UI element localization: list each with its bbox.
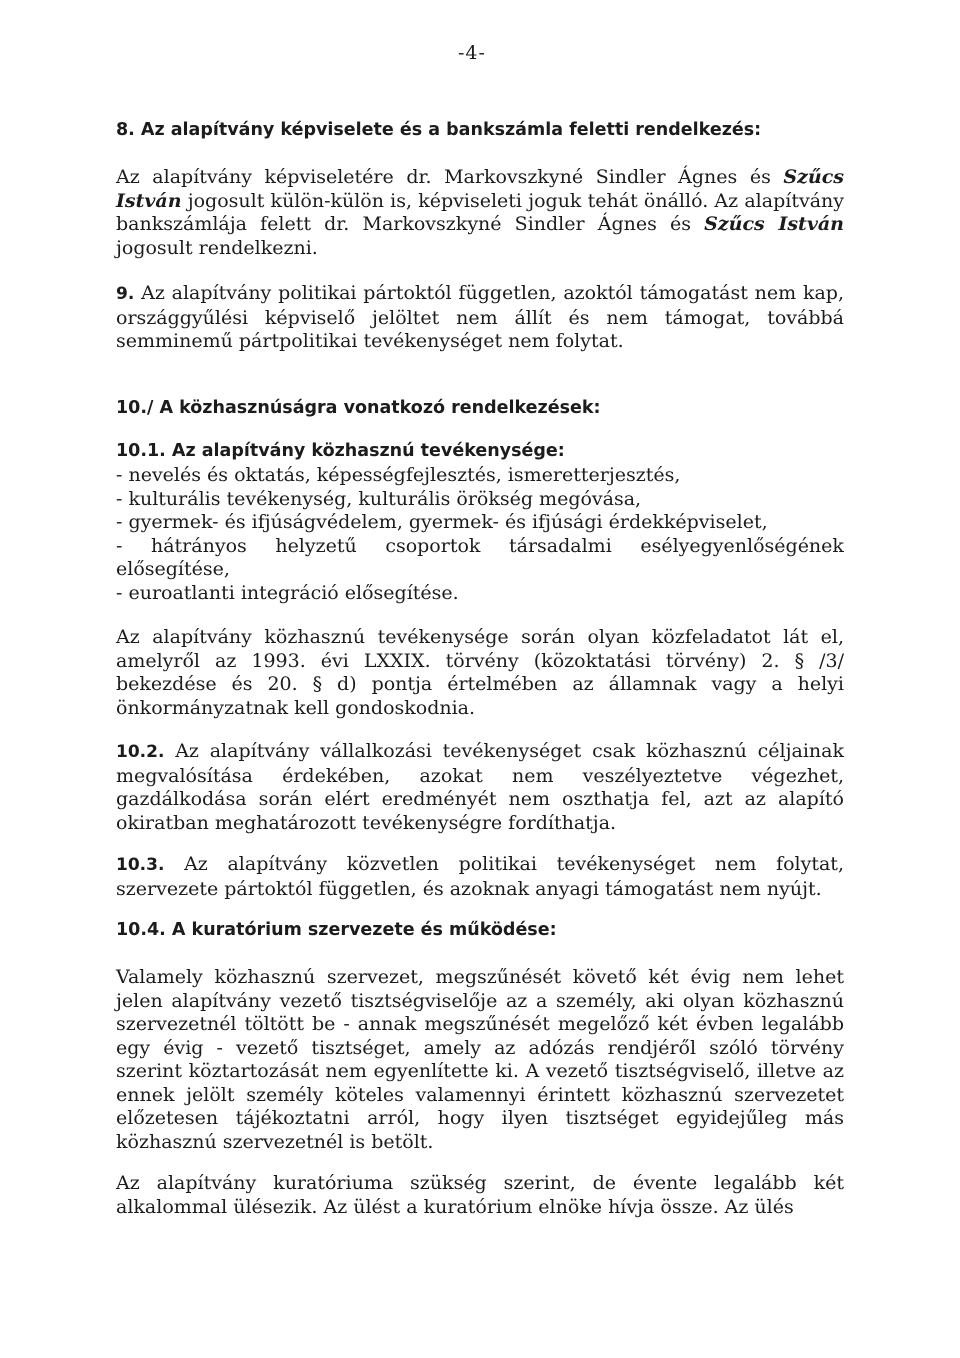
section-10-2-text: Az alapítvány vállalkozási tevékenységet csak közhasznú céljainak megvalósítása érdekében, azokat nem veszélyeztetve végezhet, gazdálkodása során elért eredményét nem oszthatja fel, azt az alapító okiratban meghatározott tevékenységre fordíthatja.	[116, 740, 844, 834]
section-10-1-body	[116, 626, 844, 720]
section-8-text-c: jogosult rendelkezni.	[116, 236, 318, 259]
section-10-1-list	[116, 464, 844, 605]
list-item-continuation: elősegítése,	[116, 558, 230, 580]
section-10-3-paragraph	[116, 853, 844, 901]
list-item: - nevelés és oktatás, képességfejlesztés, ismeretterjesztés,	[116, 464, 681, 486]
section-10-3-number: 10.3.	[116, 855, 165, 875]
section-10-2	[116, 740, 844, 835]
section-9	[116, 282, 844, 354]
section-8-name-1: Szűcs István	[116, 166, 844, 212]
section-10-4-paragraph-2: Az alapítvány kuratóriuma szükség szerint, de évente legalább két alkalommal ülésezik. Az ülést a kuratórium elnöke hívja össze. Az ülés	[116, 1172, 844, 1218]
list-item: - gyermek- és ifjúságvédelem, gyermek- és ifjúsági érdekképviselet,	[116, 511, 768, 533]
section-9-text: Az alapítvány politikai pártoktól független, azoktól támogatást nem kap, országgyűlési képviselő jelöltet nem állít és nem támogat, továbbá semminemű pártpolitikai tevékenységet nem folytat.	[116, 282, 844, 352]
list-word: társadalmi	[508, 534, 612, 557]
section-10-4-heading: 10.4. A kuratórium szervezete és működése:	[116, 920, 557, 940]
section-10-heading: 10./ A közhasznúságra vonatkozó rendelkezések:	[116, 398, 601, 418]
section-9-paragraph	[116, 282, 844, 354]
section-10	[116, 398, 844, 418]
section-8-paragraph	[116, 166, 844, 260]
section-8	[116, 120, 844, 140]
section-8-body	[116, 166, 844, 260]
section-9-number: 9.	[116, 284, 135, 304]
section-10-4-body-2	[116, 1172, 844, 1219]
section-10-3-text: Az alapítvány közvetlen politikai tevékenységet nem folytat, szervezete pártoktól független, és azoknak anyagi támogatást nem nyújt.	[116, 853, 844, 900]
list-item: - kulturális tevékenység, kulturális örökség megóvása,	[116, 487, 642, 510]
section-10-4-body-1	[116, 966, 844, 1154]
section-10-1-paragraph: Az alapítvány közhasznú tevékenysége során olyan közfeladatot lát el, amelyről az 1993. évi LXXIX. törvény (közoktatási törvény) 2. § /3/ bekezdése és 20. § d) pontja értelmében az államnak vagy a helyi önkormányzatnak kell gondoskodnia.	[116, 626, 844, 719]
list-item-hatranyos	[116, 535, 844, 559]
section-10-4-paragraph-1: Valamely közhasznú szervezet, megszűnését követő két évig nem lehet jelen alapítvány vezető tisztségviselője az a személy, aki olyan közhasznú szervezetnél töltött be - annak megszűnését megelőző két évben legalább egy évig - vezető tisztséget, amely az adózás rendjéről szóló törvény szerint köztartozását nem egyenlítette ki. A vezető tisztségviselő, illetve az ennek jelölt személy köteles valamennyi érintett közhasznú szervezetet előzetesen tájékoztatni arról, hogy ilyen tisztséget egyidejűleg más közhasznú szervezetnél is betölt.	[116, 966, 844, 1153]
section-10-3	[116, 853, 844, 901]
list-word: hátrányos	[150, 534, 247, 557]
section-8-name-2: Szűcs István	[704, 213, 845, 235]
page-number: -4-	[458, 42, 486, 64]
section-8-heading: 8. Az alapítvány képviselete és a bankszámla feletti rendelkezés:	[116, 120, 762, 140]
section-10-1-heading: 10.1. Az alapítvány közhasznú tevékenysége:	[116, 441, 565, 461]
list-word: csoportok	[385, 534, 481, 557]
section-8-text-a: Az alapítvány képviseletére dr. Markovszkyné Sindler Ágnes és	[116, 166, 784, 188]
list-word: -	[116, 534, 123, 557]
section-10-1	[116, 441, 844, 605]
section-10-2-paragraph	[116, 740, 844, 835]
list-word: helyzetű	[275, 534, 357, 557]
section-10-4	[116, 920, 844, 940]
list-word: esélyegyenlőségének	[640, 534, 844, 557]
list-item: - euroatlanti integráció elősegítése.	[116, 581, 459, 604]
section-8-text-b: jogosult külön-külön is, képviseleti joguk tehát önálló. Az alapítvány bankszámlája felett dr. Markovszkyné Sindler Ágnes és	[116, 189, 844, 235]
section-10-2-number: 10.2.	[116, 742, 165, 762]
